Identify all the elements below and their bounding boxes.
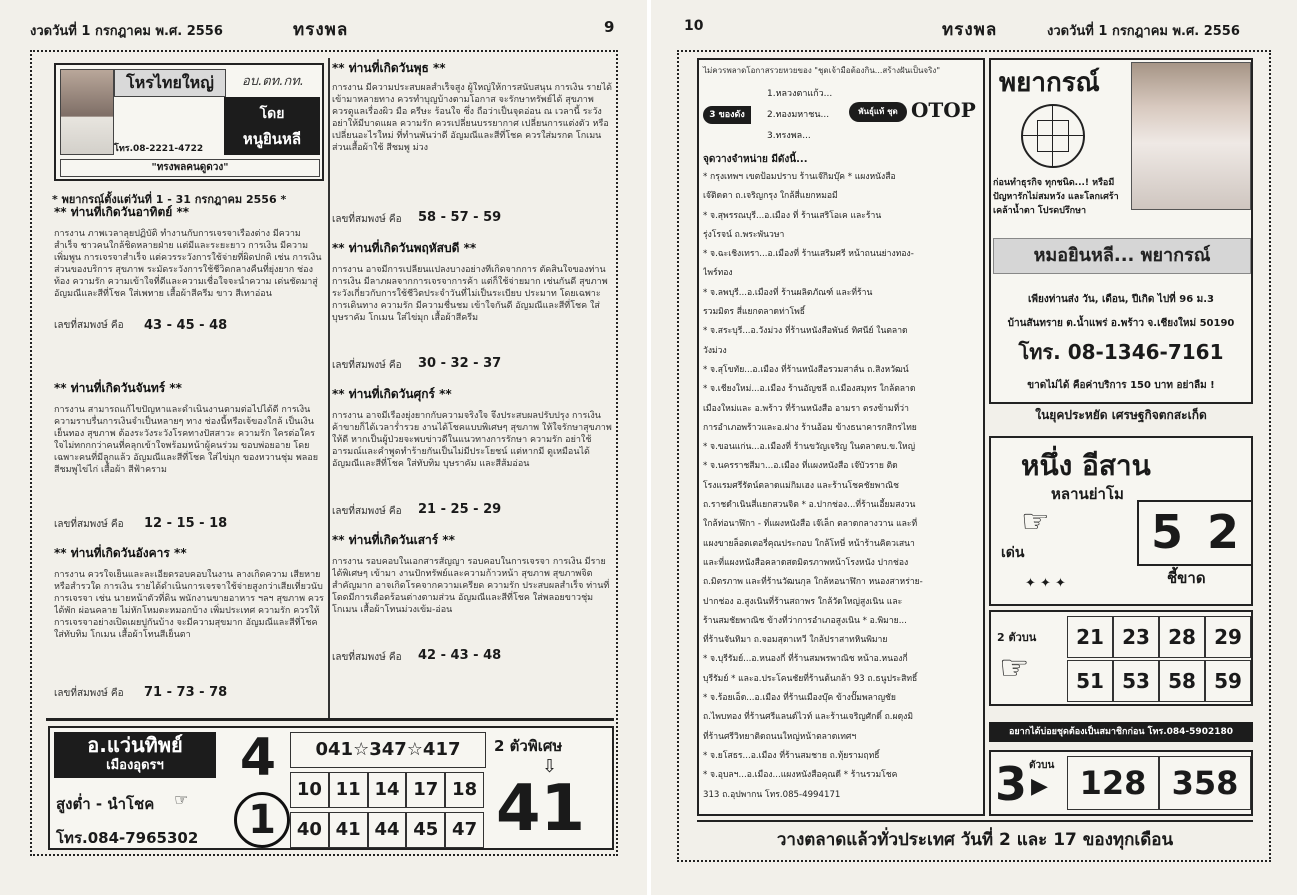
left-page	[0, 0, 647, 895]
lead-label: เด่น	[1001, 545, 1025, 561]
distribution-line: ไพร์ทอง	[703, 268, 733, 279]
three-digit-num: 3	[995, 757, 1028, 811]
otop-badge: พันธุ์แท้ ชุด	[849, 102, 907, 122]
pointing-hand-icon: ☞	[174, 790, 189, 809]
column-title: โหรไทยใหญ่	[114, 69, 226, 97]
distribution-line: โรงแรมศรีรัตน์ตลาดแม่กิมเฮง และร้านโชคชัยพาณิช	[703, 480, 899, 491]
teller-name: หมอยินหลี... พยากรณ์	[993, 238, 1251, 274]
distribution-line: ถ.ราชดำเนินสี่แยกสวนจิต * อ.ปากช่อง...ที่ร้านเอี้ยมสงวน	[703, 500, 916, 511]
distribution-line: * จ.สุโขทัย...อ.เมือง ที่ร้านหนังสือรวมสาส์น ถ.สิงหวัฒน์	[703, 364, 909, 375]
teller-phone: โทร. 08-1346-7161	[1018, 340, 1224, 364]
distribution-line: * จ.ขอนแก่น...อ.เมืองที่ ร้านขวัญเจริญ ในตลาดบ.ข.ใหญ่	[703, 442, 916, 453]
lucky-numbers-saturday: 42 - 43 - 48	[418, 648, 502, 663]
number-cell: 45	[406, 812, 445, 848]
right-page	[651, 0, 1297, 895]
decisive-label: ชี้ขาด	[1167, 569, 1206, 587]
left-header-date: งวดวันที่ 1 กรกฎาคม พ.ศ. 2556	[30, 24, 223, 39]
number-cell: 40	[290, 812, 329, 848]
distribution-line: 313 ถ.อุปพากน โทร.085-4994171	[703, 789, 841, 800]
down-arrow-icon: ⇩	[542, 756, 558, 777]
left-header-brand: ทรงพล	[293, 20, 349, 40]
distribution-line: ใกล้ท่อนาฬิกา - ที่แผงหนังสือ เจ๊เล็ก ตลาดกลางวาน และที่	[703, 519, 918, 530]
day-body-monday: การงาน สามารถแก้ไขปัญหาและดำเนินงานตามต่อไปได้ดี การเงิน ความราบรื่นการเงินจำเป็นหลายๆ ทาง ช่องนี้หรือเจ้ของใกล้ เป็นเงินเย็นทอง สุขภาพ ต้องระวังระวังโรคทางปัสสาวะ ความรัก ใครต่อใครใจไม่ทกกกว่าคนที่คลุกเข้าใจพร้อมหน้าผู้คนร่วม ขอบพ่อยอาย โดยเฉพาะคนที่มีลูกแล้ว อัญมณีและสีที่โชค ใส่ไข่มุก ของหวานชุ่ม พลอยสีชมพูไข่ไก่ เสื้อผ้า สีฟ้าคราม	[54, 405, 318, 475]
byline-prefix: โดย	[259, 106, 285, 122]
service-note: ขาดไม่ได้ คือค่าบริการ 150 บาท อย่าลืม !	[1027, 380, 1215, 391]
subscribe-band: อยากได้บ่อยชุดต้องเป็นสมาชิกก่อน โทร.084-5902180	[989, 722, 1253, 742]
three-digit-row	[1067, 756, 1251, 810]
two-digit-cell: 58	[1159, 660, 1205, 702]
isan-title: หนึ่ง อีสาน	[1021, 449, 1151, 482]
byline-name: หนูยินหลี	[242, 130, 302, 148]
forecast-title: พยากรณ์	[999, 68, 1100, 98]
fee-text: เพียงท่านส่ง วัน, เดือน, ปีเกิด ไปที่ 96 ม.3	[1027, 294, 1215, 305]
distribution-line: การอำเภอพร้าวและอ.ฝาง ร้านอ้อม ข้างธนาคารกสิกรไทย	[703, 422, 917, 433]
day-title-wednesday: ** ท่านที่เกิดวันพุธ **	[332, 61, 446, 75]
number-cell: 14	[368, 772, 407, 808]
number-cell: 44	[368, 812, 407, 848]
number-row-2	[290, 812, 484, 848]
column-caption: "ทรงพลคนดูดวง"	[60, 159, 320, 177]
digits-box	[1137, 500, 1253, 566]
set-item: 1.หลวงตาแก้ว...	[767, 89, 833, 99]
two-digit-row-2	[1067, 660, 1251, 702]
isan-box	[989, 436, 1253, 606]
number-sets: 041☆347☆417	[290, 732, 486, 768]
right-header-date: งวดวันที่ 1 กรกฎาคม พ.ศ. 2556	[1047, 24, 1240, 39]
footer-ad	[48, 726, 614, 850]
advertiser-tagline: สูงต่ำ - นำโชค	[56, 795, 155, 813]
day-title-tuesday: ** ท่านที่เกิดวันอังคาร **	[54, 546, 187, 560]
number-row-1	[290, 772, 484, 808]
slogan: ในยุคประหยัด เศรษฐกิจตกสะเก็ด	[1035, 408, 1207, 422]
day-title-sunday: ** ท่านที่เกิดวันอาทิตย์ **	[54, 205, 189, 219]
distribution-line: * จ.ลพบุรี...อ.เมืองที่ ร้านผลิตภัณฑ์ และที่ร้าน	[703, 287, 873, 298]
three-digit-label: ตัวบน	[1029, 760, 1055, 771]
lucky-label-friday: เลขที่สมพงษ์ คือ	[332, 506, 402, 517]
distribution-line: และที่แผงหนังสือคลาดสดมิตรภาพหน้าโรงหนัง ปากช่อง	[703, 557, 909, 568]
lucky-numbers-wednesday: 58 - 57 - 59	[418, 210, 502, 225]
two-digit-cell: 23	[1113, 616, 1159, 658]
lucky-label-thursday: เลขที่สมพงษ์ คือ	[332, 360, 402, 371]
distribution-line: * กรุงเทพฯ เขตป้อมปราบ ร้านเจ๊กิมบุ๊ค * แผงหนังสือ	[703, 172, 896, 182]
three-digit-box	[989, 750, 1253, 816]
lucky-label-wednesday: เลขที่สมพงษ์ คือ	[332, 214, 402, 225]
banner-text: ไม่ควรพลาดโอกาสรวยหวยของ "ชุดเจ้ามือต้องกิน...สร้างฝันเป็นจริง"	[703, 66, 941, 75]
right-header-brand: ทรงพล	[942, 20, 998, 40]
lucky-numbers-friday: 21 - 25 - 29	[418, 502, 502, 517]
advertiser-name: อ.แว่นทิพย์	[87, 733, 183, 757]
distribution-box	[697, 58, 985, 816]
distribution-line: * จ.สุพรรณบุรี...อ.เมือง ที่ ร้านเสริโอเค และร้าน	[703, 210, 882, 221]
lucky-numbers-thursday: 30 - 32 - 37	[418, 356, 502, 371]
number-cell: 17	[406, 772, 445, 808]
two-digit-cell: 53	[1113, 660, 1159, 702]
set-item: 2.ทองมหาชน...	[767, 110, 830, 120]
forecast-ad	[989, 58, 1253, 404]
advertiser-city: เมืองอุดรฯ	[106, 758, 164, 773]
author-photo	[60, 69, 114, 155]
day-body-wednesday: การงาน มีความประสบผลสำเร็จสูง ผู้ใหญ่ให้การสนับสนุน การเงิน รายได้เข้ามาหลายทาง ควรทำบุญบ้างตามโอกาส จะรักษาทรัพย์ได้ สุขภาพ ควรดูแลเรื่องผิว มือ ครีษะ ร้อนใจ ซึ่ง ถือว่าเป็นจุดอ่อน ณ เวลานี้ ระวังอย่าให้มีบาดแผล ความรัก ควรเปลี่ยนบรรยากาศ เปลี่ยนการแต่งตัว หรือเปลี่ยนอะไรใหม่ ที่ทำนพันว่าดี อัญมณีและสีที่โชค ควรใส่มรกต โกเมน ส่วนเสื้อผ้าใช้ สีชมพู ม่วง	[332, 83, 612, 153]
number-cell: 47	[445, 812, 484, 848]
stars: ✦ ✦ ✦	[1025, 576, 1066, 591]
lucky-numbers-sunday: 43 - 45 - 48	[144, 318, 228, 333]
column-divider	[328, 58, 330, 718]
column-stamp: อบ.ตท.กท.	[242, 74, 304, 89]
two-digit-label: 2 ตัวบน	[997, 631, 1037, 644]
byline-block	[224, 97, 320, 155]
day-title-friday: ** ท่านที่เกิดวันศุกร์ **	[332, 387, 452, 401]
distribution-line: * จ.บุรีรัมย์...อ.หนองกี่ ที่ร้านสมพรพาณิช หน้าอ.หนองกี่	[703, 654, 908, 665]
day-title-thursday: ** ท่านที่เกิดวันพฤหัสบดี **	[332, 241, 477, 255]
distribution-line: ถ.ไพบทอง ที่ร้านศรีแลนด์ไวท์ และร้านเจริญศักดิ์ ถ.ผดุงมิ	[703, 712, 914, 723]
distribution-line: เมืองใหม่และ อ.พร้าว ที่ร้านหนังสือ อามรา ตรงข้ามที่ว่า	[703, 403, 909, 414]
distribution-line: * จ.ร้อยเอ็ด...อ.เมือง ที่ร้านเมืองบุ๊ค ข้างปั๊มพลาญชัย	[703, 693, 896, 704]
distribution-line: * จ.ยโสธร...อ.เมือง ที่ร้านสมชาย ถ.ทุ้ยรามฤทธิ์	[703, 750, 880, 761]
advertiser-phone: โทร.084-7965302	[56, 829, 199, 847]
number-cell: 10	[290, 772, 329, 808]
isan-subtitle: หลานย่าโม	[1051, 485, 1124, 503]
footer-rule	[46, 718, 614, 721]
distribution-line: * จ.นครราชสีมา...อ.เมือง ที่แผงหนังสือ เจ๊บัวราย ติด	[703, 461, 898, 472]
two-digit-cell: 28	[1159, 616, 1205, 658]
distribution-line: แผงขายล็อตเตอรี่คุณประกอบ ใกล้โทษี่ หน้าร้านคิดวเสนา	[703, 538, 915, 549]
distribution-line: รุ่งโรจน์ ถ.พระพันวษา	[703, 229, 785, 240]
distribution-line: รวมมิตร สี่แยกตลาดท่าโพธิ์	[703, 307, 805, 318]
otop-label: OTOP	[911, 98, 976, 122]
number-cell: 11	[329, 772, 368, 808]
forecast-description: ก่อนทำธุรกิจ ทุกชนิด...! หรือมีปัญหารักไม่สมหวัง และโลกเศร้า เคล้าน้ำตา โปรดปรึกษา	[993, 178, 1119, 216]
distribution-line: * จ.สระบุรี...อ.วังม่วง ที่ร้านหนังสือพันธ์ ทิศนีย์ ในตลาด	[703, 326, 908, 337]
two-digit-row-1	[1067, 616, 1251, 658]
lucky-label-sunday: เลขที่สมพงษ์ คือ	[54, 320, 124, 331]
fortune-teller-photo	[1131, 62, 1251, 210]
lucky-numbers-monday: 12 - 15 - 18	[144, 516, 228, 531]
day-body-thursday: การงาน อาจมีการเปลี่ยนแปลงบางอย่างที่เกิดจากการ ตัดสินใจของท่าน การเงิน มีลาภผลจากการเจรจาการค้า แต่ก็ใช้จ่ายมาก เช่นกันดี สุขภาพ ระวังเกี่ยวกับการใช้ชีวิตประจำวันที่ไม่เป็นระเบียบ ประมาท โดยเฉพาะการเดินทาง ความรัก มีความชื่นชม เข้าใจกันดี อัญมณีและสีที่โชค ใส่บุษราคัม โกเมน ใส่ไข่มุก เสื้อผ้าสีครีม	[332, 265, 608, 323]
special-number: 41	[496, 772, 586, 846]
distribution-line: ที่ร้านจันทิมา ถ.จอมสุดาเทวี ใกล้ปราสาทหินพิมาย	[703, 635, 888, 646]
distribution-title: จุดวางจำหน่าย มีดังนี้...	[703, 154, 808, 165]
pointing-hand-icon: ☞	[999, 648, 1030, 688]
digit: 5	[1150, 505, 1183, 559]
distribution-line: บุรีรัมย์ * และอ.ประโคนชัยที่ร้านต้นกล้า 93 ถ.ธนูประสิทธิ์	[703, 673, 918, 684]
two-digit-cell: 59	[1205, 660, 1251, 702]
day-title-saturday: ** ท่านที่เกิดวันเสาร์ **	[332, 533, 455, 547]
distribution-line: * จ.ฉะเชิงเทรา...อ.เมืองที่ ร้านเสริมศรี หน้าถนนย่างทอง-	[703, 249, 914, 260]
set-badge: 3 ของดัง	[703, 106, 751, 124]
digit-top: 4	[239, 728, 277, 788]
distribution-line: ร้านสมชัยพาณิช ข้างที่ว่าการอำเภอสูงเนิน * อ.พิมาย...	[703, 615, 907, 626]
day-body-tuesday: การงาน ควรใจเย็นและละเอียดรอบคอบในงาน ลางเกิดความ เสียหายหรือสำรวใด การเงิน รายได้ดำเนินการเจรจาใช้จ่ายสูงกว่าเสียเที่ยวนับ การเจรจา เช่น นายหน้าตัวที่ดิน พนักงานขายอาหาร ฯลฯ สุขภาพ ควรได้พัก ผ่อนคลาย ไม่หักโหมตะหมอกบ้าง เพิ่มประเทศ ความรัก ควรให้ การเจรจาอย่างเปิดเผยปูกันบ้าง จะมีความสุขมาก อัญมณีและสีที่โชค ใส่ทับทิม โกเมน เสื้อผ้าโทนสีเย็นตา	[54, 570, 324, 640]
lucky-numbers-tuesday: 71 - 73 - 78	[144, 685, 228, 700]
day-body-sunday: การงาน ภาพเวลาลุยปฏิบัติ ทำงานกับการเจรจาเรื่องต่าง มีความสำเร็จ ชาวคนใกล้ชิดหลายฝ่าย แต่มีและระยะยาว การเงิน มีความเพิ่มพูน การเจรจาสำเร็จ แต่ควรระวังการใช้จ่ายที่ผิดปกติ เช่น การเงินส่วนของบริการ สุขภาพ ระมัดระวังการใช้ชีวิตกลางคืนที่ยุ่งยาก ช่องท้อง ความรัก ความเข้าใจที่ดีและความเชื่อใจจะนำความ เด่นชัดมาสู่ อัญมณีและสีที่โชค ใส่เพทาย เสื้อผ้าสีครีม ขาว สีเทาอ่อน	[54, 229, 322, 299]
day-body-friday: การงาน อาจมีเรื่องยุ่งยากกับความจริงใจ จึงประสบผลปรับปรุง การเงิน ค้าขายก็ได้เวลาร่ำรวย งานได้โชคแบบพิเศษๆ สุขภาพ ให้ใจรักษาสุขภาพให้ดี หากเป็นผู้ป่วยจะพบข่าวดีในแนวทางการรักษา ความรัก อย่าใช้อารมณ์และคำพูดทำร้ายกันเป็นไม่มีประโยชน์ แต่หากมี ดูเหมือนได้ อัญมณีและสีที่โชค ใส่ทับทิม บุษราคัม และสีส้มอ่อน	[332, 411, 612, 469]
lucky-label-saturday: เลขที่สมพงษ์ คือ	[332, 652, 402, 663]
lucky-label-tuesday: เลขที่สมพงษ์ คือ	[54, 688, 124, 699]
distribution-line: ที่ร้านศรีวิทยาติดถนนใหญ่หน้าตลาดเทศฯ	[703, 731, 857, 742]
page-gutter	[647, 0, 651, 895]
special-label: 2 ตัวพิเศษ	[494, 737, 563, 755]
advertiser-banner	[54, 732, 216, 778]
three-digit-cell: 358	[1159, 756, 1251, 810]
pointing-hand-icon: ☞	[1021, 502, 1050, 540]
two-digit-cell: 29	[1205, 616, 1251, 658]
distribution-line: วังม่วง	[703, 345, 727, 356]
lucky-label-monday: เลขที่สมพงษ์ คือ	[54, 519, 124, 530]
distribution-line: ถ.มิตรภาพ และที่ร้านวัฒนกุล ใกล้หอนาฬิกา หนองสาหร่าย-	[703, 577, 923, 588]
horoscope-wheel-icon	[1021, 104, 1085, 168]
distribution-list	[703, 168, 983, 805]
distribution-line: ปากช่อง อ.สูงเนินที่ร้านสถาพร ใกล้วัดใหญ่สูงเนิน และ	[703, 596, 903, 607]
play-arrow-icon: ▶	[1031, 774, 1048, 799]
digit-bottom: 1	[234, 792, 290, 848]
author-phone: โทร.08-2221-4722	[114, 144, 204, 154]
distribution-line: * จ.เชียงใหม่...อ.เมือง ร้านอัญชลี ถ.เมืองสมุทร ใกล้ตลาด	[703, 384, 916, 395]
two-digit-cell: 21	[1067, 616, 1113, 658]
number-cell: 18	[445, 772, 484, 808]
column-header-box	[54, 63, 324, 181]
right-page-number: 10	[684, 18, 704, 34]
set-item: 3.ทรงพล...	[767, 131, 811, 141]
number-cell: 41	[329, 812, 368, 848]
left-page-number: 9	[604, 18, 615, 36]
day-body-saturday: การงาน รอบคอบในเอกสารสัญญา รอบคอบในการเจรจา การเงิน มีรายได้พิเศษๆ เข้ามา งานปักทรัพย์และความก้าวหน้า สุขภาพ สุขภาพจิตสำคัญมาก อาจเกิดโรคจากความเครียด ความรัก ประสบผลสำเร็จ ท่านที่โดดมีการเดือดร้อนต่างตามส่วน อัญมณีและสีที่โชค ใส่พลอยขาวชุ่ม โกเมน เสื้อผ้าโทนม่วงเข้ม-อ่อน	[332, 557, 610, 615]
teller-address: บ้านสันทราย ต.น้ำแพร่ อ.พร้าว จ.เชียงใหม่ 50190	[1007, 318, 1235, 329]
distribution-line: * จ.อุบลฯ...อ.เมือง...แผงหนังสือคุณดี * ร้านรวมโชค	[703, 770, 898, 781]
footer-text: วางตลาดแล้วทั่วประเทศ วันที่ 2 และ 17 ของทุกเดือน	[697, 820, 1253, 856]
day-title-monday: ** ท่านที่เกิดวันจันทร์ **	[54, 381, 182, 395]
two-digit-box	[989, 610, 1253, 706]
three-digit-cell: 128	[1067, 756, 1159, 810]
distribution-line: เจ๊ติดตา ถ.เจริญกรุง ใกล้สี่แยกหมอมี	[703, 191, 838, 202]
two-digit-cell: 51	[1067, 660, 1113, 702]
digit: 2	[1206, 505, 1239, 559]
forecast-title: * พยากรณ์ตั้งแต่วันที่ 1 - 31 กรกฎาคม 2556 *	[52, 193, 287, 206]
set-items	[767, 84, 832, 147]
